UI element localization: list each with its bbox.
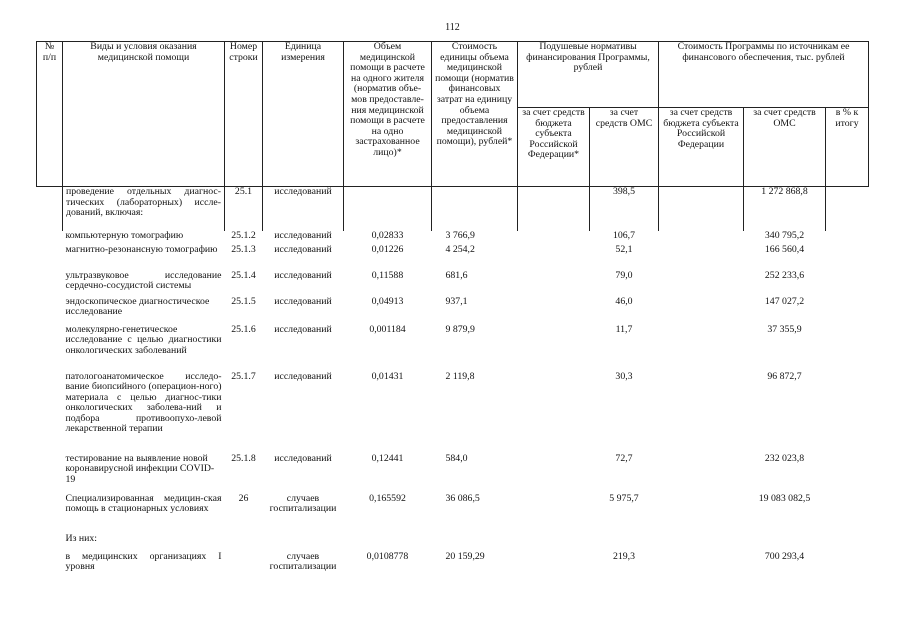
table-row: [37, 454, 869, 494]
row-prog-budget: [659, 325, 744, 372]
row-volume: 0,02833: [371, 229, 404, 241]
row-prog-pct: [826, 325, 869, 372]
row-unit: исследований: [274, 269, 332, 281]
table-row: [37, 297, 869, 325]
header-volume: Объем медицинской помощи в расчете на одного жителя (норматив объе-мов предоставле-ния медицинской помощи в расчете на одно застрахованное лицо)*: [344, 42, 432, 187]
row-cost: 681,6: [445, 269, 468, 281]
row-name: молекулярно-генетическое исследование с целью диагностики онкологических заболеваний: [65, 323, 222, 356]
row-pc-budget: [518, 245, 590, 271]
row-name: магнитно-резонансную томографию: [65, 243, 218, 255]
row-volume: 0,12441: [371, 452, 404, 464]
row-unit: случаев госпитализации: [269, 492, 337, 515]
table-row: [37, 534, 869, 552]
row-name: тестирование на выявление новой коронавирусной инфекции COVID-19: [65, 452, 215, 485]
row-prog-budget: [659, 271, 744, 297]
page-number: 112: [445, 22, 460, 33]
row-prog-oms: 1 272 868,8: [744, 187, 826, 231]
medical-care-table: [36, 41, 869, 578]
header-row-no: Номер строки: [225, 42, 263, 187]
row-cost: 584,0: [445, 452, 468, 464]
row-pc-oms: 46,0: [615, 295, 633, 307]
row-name: Специализированная медицин-ская помощь в стационарных условиях: [65, 492, 222, 515]
row-pc-budget: [518, 372, 590, 454]
header-cost: Стоимость единицы объема медицинской помощи (норматив финансовых затрат на единицу объема предоставления медицинской помощи), рублей*: [432, 42, 518, 187]
header-kind: Виды и условия оказания медицинской помощи: [63, 42, 225, 187]
row-name: в медицинских организациях I уровня: [65, 550, 222, 573]
row-prog-pct: [826, 187, 869, 231]
row-prog-budget: [659, 552, 744, 578]
header-per-capita: Подушевые нормативы финансирования Программы, рублей: [518, 42, 659, 108]
row-cost: 9 879,9: [445, 323, 475, 335]
row-volume: 0,165592: [369, 492, 406, 504]
row-prog-pct: [826, 297, 869, 325]
row-pc-oms: 79,0: [615, 269, 633, 281]
row-prog-budget: [659, 245, 744, 271]
row-prog-oms: 700 293,4: [764, 550, 805, 562]
row-unit: исследований: [274, 452, 332, 464]
row-pc-oms: 30,3: [615, 370, 633, 382]
row-prog-budget: [659, 372, 744, 454]
row-code: 25.1.3: [231, 243, 256, 255]
row-unit: исследований: [274, 229, 332, 241]
row-prog-pct: [826, 494, 869, 534]
row-name: эндоскопическое диагностическое исследование: [65, 295, 210, 318]
row-volume: [344, 187, 432, 231]
row-prog-pct: [826, 245, 869, 271]
row-volume: 0,0108778: [366, 550, 409, 562]
row-cost: 4 254,2: [445, 243, 475, 255]
row-prog-budget: [659, 494, 744, 534]
row-pc-oms: 52,1: [615, 243, 633, 255]
row-prog-oms: 232 023,8: [764, 452, 805, 464]
row-cost: 2 119,8: [445, 370, 475, 382]
row-volume: 0,01226: [371, 243, 404, 255]
row-cost: 937,1: [445, 295, 468, 307]
row-pc-budget: [518, 325, 590, 372]
row-code: 25.1: [225, 187, 263, 231]
row-cost: 3 766,9: [445, 229, 475, 241]
header-pc-oms: за счет средств ОМС: [590, 108, 659, 187]
row-name: компьютерную томографию: [65, 229, 184, 241]
table-row: [37, 552, 869, 578]
table-row: [37, 231, 869, 245]
row-code: 25.1.5: [231, 295, 256, 307]
row-code: 25.1.7: [231, 370, 256, 382]
row-pc-oms: 398,5: [590, 187, 659, 231]
row-unit: исследований: [263, 187, 344, 231]
row-prog-oms: 37 355,9: [767, 323, 802, 335]
table-row: [37, 187, 869, 231]
row-pc-budget: [518, 187, 590, 231]
header-prog-pct: в % к итогу: [826, 108, 869, 187]
row-cost: 20 159,29: [445, 550, 485, 562]
row-pc-oms: 5 975,7: [609, 492, 639, 504]
row-code: [225, 552, 263, 578]
row-pc-budget: [518, 271, 590, 297]
row-cost: 36 086,5: [445, 492, 480, 504]
row-prog-oms: 147 027,2: [764, 295, 805, 307]
row-prog-oms: 166 560,4: [764, 243, 805, 255]
row-pc-budget: [518, 494, 590, 534]
row-prog-budget: [659, 231, 744, 245]
row-name: Из них:: [65, 532, 98, 544]
row-name: проведение отдельных диагнос-тических (лабораторных) иссле-дований, включая:: [63, 187, 225, 231]
row-pc-budget: [518, 454, 590, 494]
header-num: № п/п: [37, 42, 63, 187]
row-pc-budget: [518, 552, 590, 578]
row-volume: 0,001184: [369, 323, 406, 335]
row-code: 25.1.8: [231, 452, 256, 464]
row-prog-budget: [659, 297, 744, 325]
table-row: [37, 325, 869, 372]
row-cost: [432, 187, 518, 231]
row-prog-oms: 340 795,2: [764, 229, 805, 241]
row-prog-pct: [826, 552, 869, 578]
row-code: 25.1.6: [231, 323, 256, 335]
row-pc-budget: [518, 297, 590, 325]
header-pc-budget: за счет средств бюджета субъекта Российской Федерации*: [518, 108, 590, 187]
header-unit: Единица измерения: [263, 42, 344, 187]
row-code: 26: [238, 492, 249, 504]
row-volume: 0,11588: [371, 269, 404, 281]
row-prog-pct: [826, 231, 869, 245]
row-pc-oms: 72,7: [615, 452, 633, 464]
row-volume: 0,01431: [371, 370, 404, 382]
row-prog-oms: 19 083 082,5: [758, 492, 811, 504]
row-prog-oms: 96 872,7: [767, 370, 802, 382]
row-code: 25.1.4: [231, 269, 256, 281]
row-pc-oms: 219,3: [612, 550, 636, 562]
row-pc-budget: [518, 231, 590, 245]
row-unit: исследований: [274, 295, 332, 307]
row-name: ультразвуковое исследование сердечно-сосудистой системы: [65, 269, 222, 292]
header-program-cost: Стоимость Программы по источникам ее финансового обеспечения, тыс. рублей: [659, 42, 869, 108]
row-volume: 0,04913: [371, 295, 404, 307]
table-row: [37, 494, 869, 534]
row-unit: исследований: [274, 243, 332, 255]
row-prog-budget: [659, 187, 744, 231]
table-row: [37, 245, 869, 271]
row-name: патологоанатомическое исследо-вание биопсийного (операцион-ного) материала с целью диагнос-тики онкологических заболева-ний и подбора противоопухо-левой лекарственной терапии: [65, 370, 222, 435]
row-pc-oms: 11,7: [615, 323, 633, 335]
row-unit: случаев госпитализации: [269, 550, 337, 573]
row-prog-pct: [826, 372, 869, 454]
row-prog-budget: [659, 454, 744, 494]
row-unit: исследований: [274, 323, 332, 335]
row-unit: исследований: [274, 370, 332, 382]
row-pc-oms: 106,7: [612, 229, 636, 241]
table-row: [37, 372, 869, 454]
row-code: 25.1.2: [231, 229, 256, 241]
header-prog-budget: за счет средств бюджета субъекта Российской Федерации: [659, 108, 744, 187]
row-prog-pct: [826, 271, 869, 297]
row-prog-oms: 252 233,6: [764, 269, 805, 281]
header-prog-oms: за счет средств ОМС: [744, 108, 826, 187]
table-row: [37, 271, 869, 297]
row-prog-pct: [826, 454, 869, 494]
